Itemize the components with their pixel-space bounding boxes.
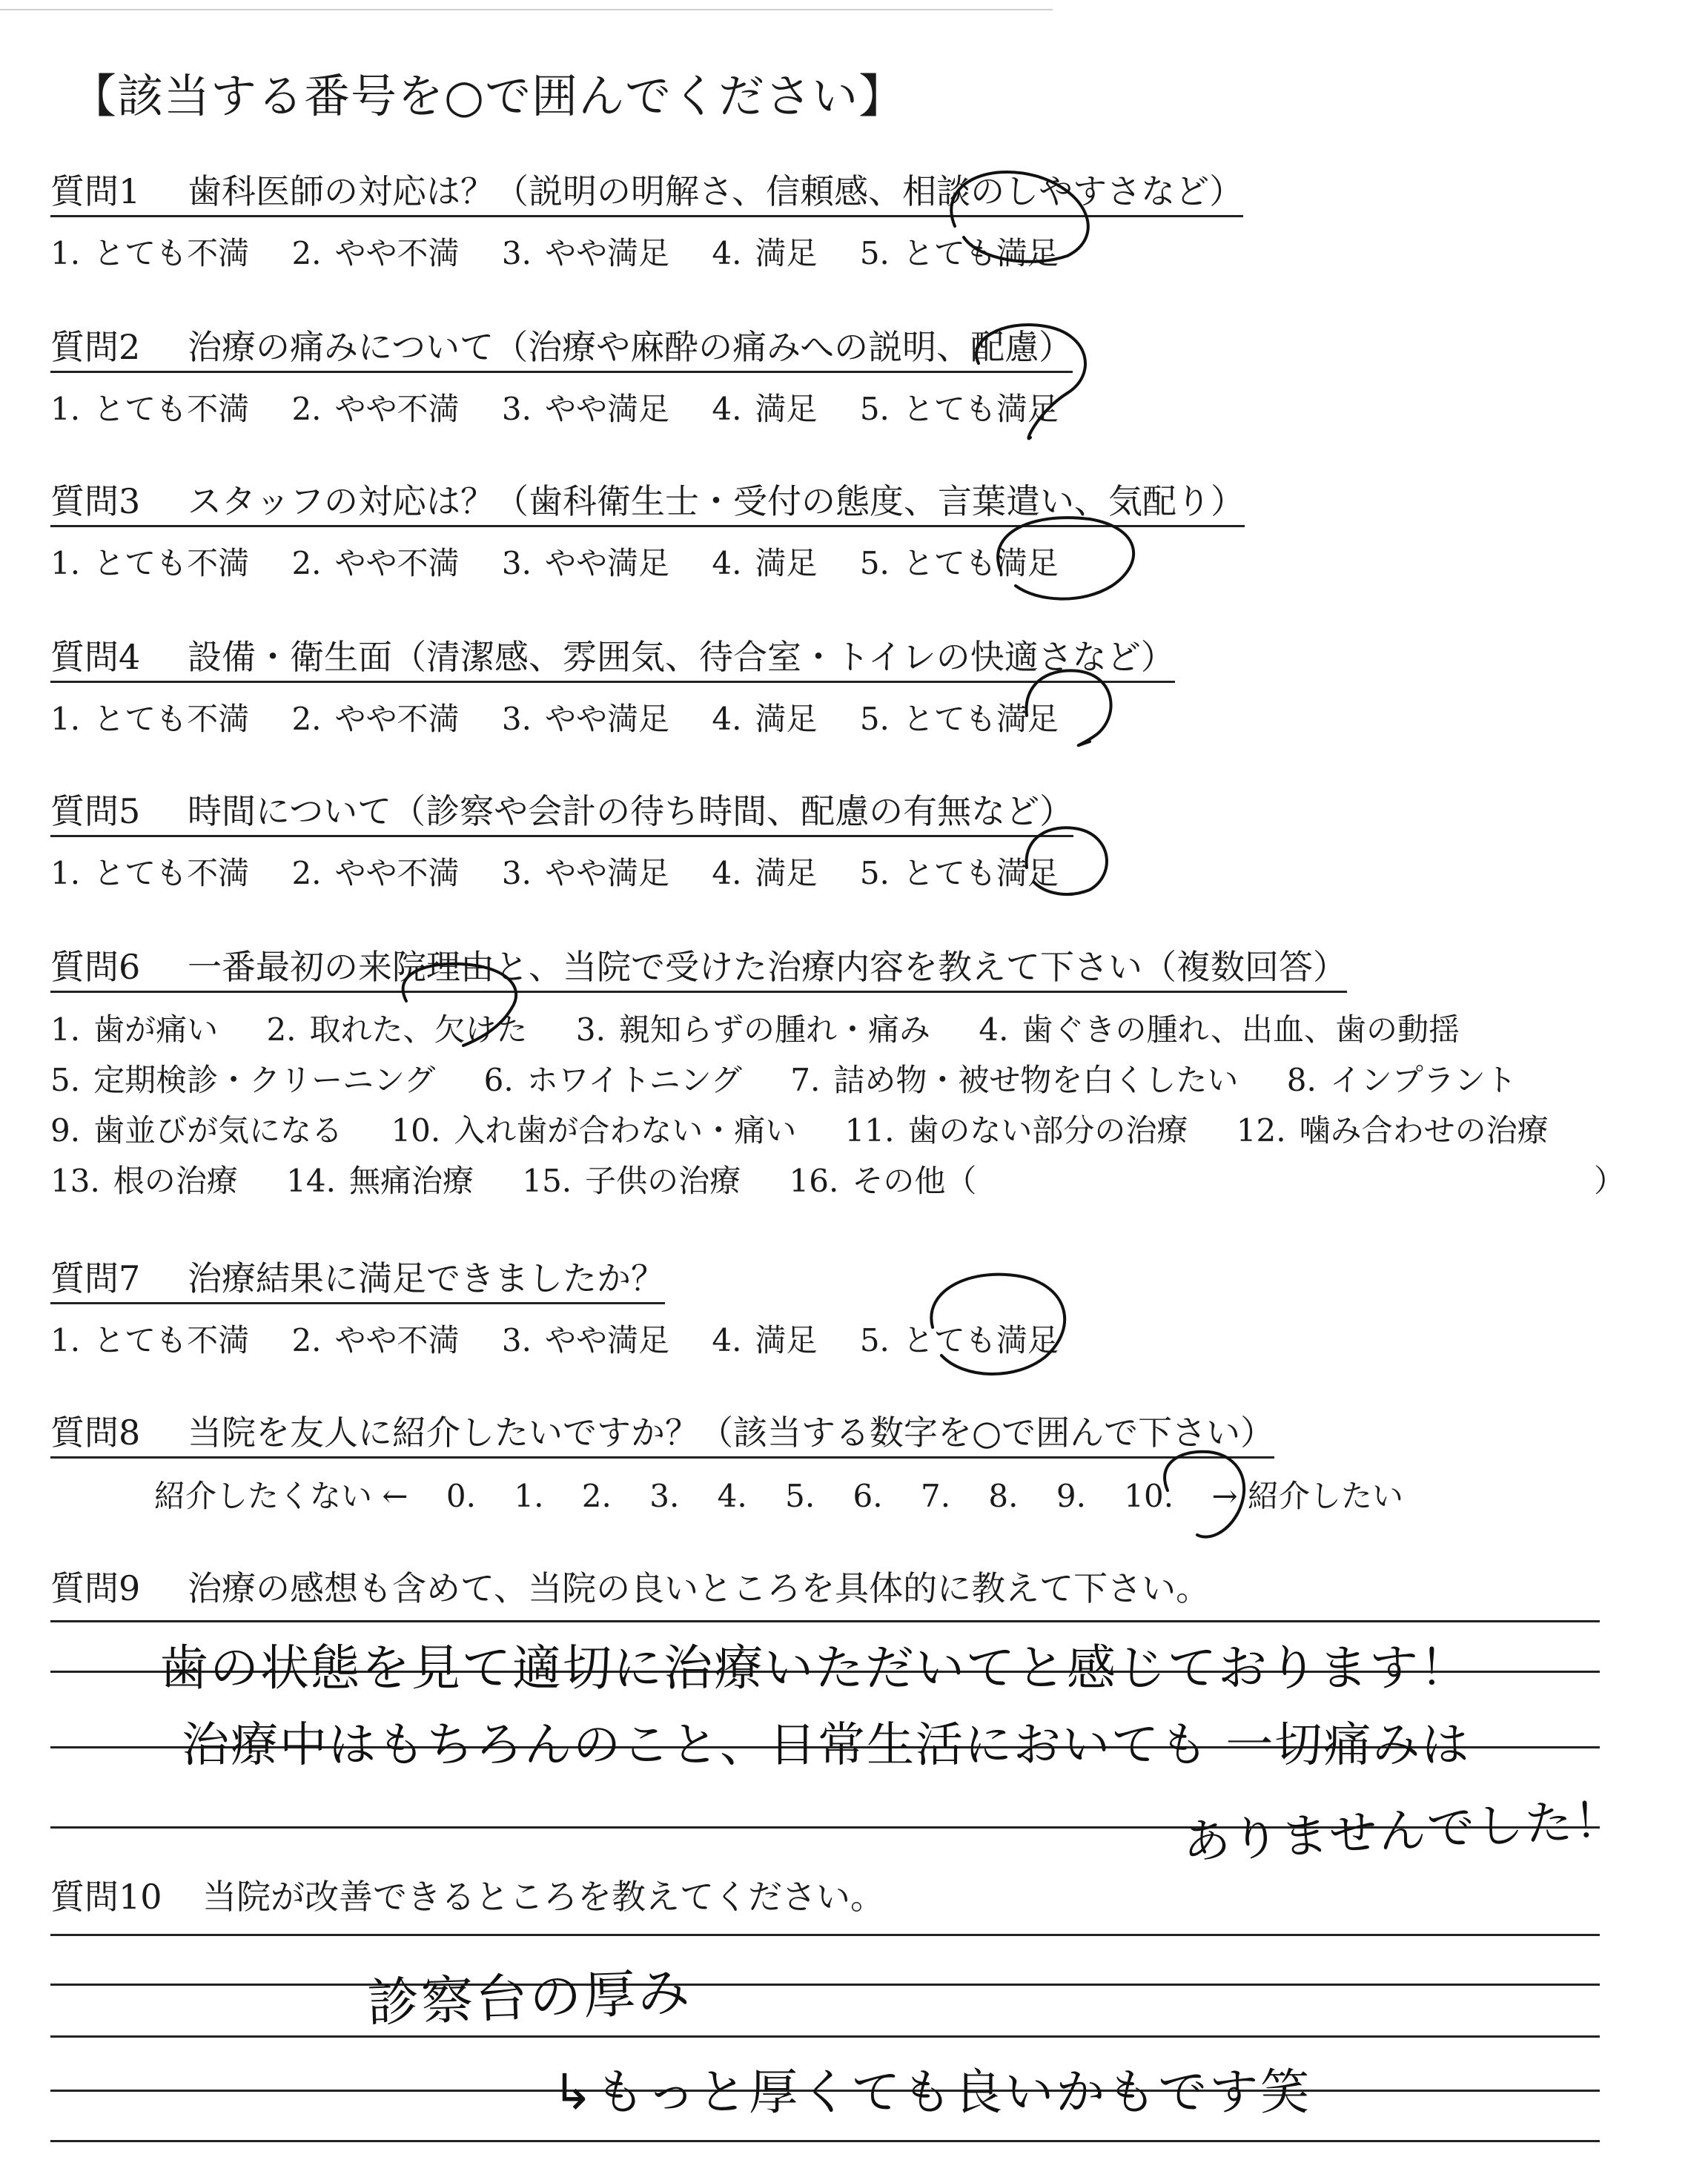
scale-6[interactable]: 6. bbox=[853, 1478, 883, 1514]
question-text: 治療の感想も含めて、当院の良いところを具体的に教えて下さい。 bbox=[188, 1568, 1211, 1608]
scale-left-label: 紹介したくない ← bbox=[154, 1478, 408, 1514]
question-text: 設備・衛生面（清潔感、雰囲気、待合室・トイレの快適さなど） bbox=[188, 637, 1175, 677]
reason-option-14[interactable]: 14. 無痛治療 bbox=[286, 1163, 474, 1199]
question-text: 当院が改善できるところを教えてください。 bbox=[202, 1877, 884, 1917]
answer-line bbox=[50, 1620, 1600, 1622]
option-4[interactable]: 4. 満足 bbox=[712, 235, 818, 271]
handwritten-answer-line: ありませんでした！ bbox=[1181, 1792, 1624, 1871]
page-title: 【該当する番号を○で囲んでください】 bbox=[70, 69, 906, 123]
handwritten-answer-line: 診察台の厚み bbox=[365, 1961, 693, 2034]
option-4[interactable]: 4. 満足 bbox=[712, 855, 818, 891]
question-number: 質問5 bbox=[50, 791, 141, 831]
scale-7[interactable]: 7. bbox=[920, 1478, 951, 1514]
question-text: 時間について（診察や会計の待ち時間、配慮の有無など） bbox=[188, 791, 1074, 831]
option-1[interactable]: 1. とても不満 bbox=[50, 391, 250, 427]
question-heading bbox=[50, 940, 1347, 993]
scale-2[interactable]: 2. bbox=[581, 1478, 612, 1514]
reason-option-5[interactable]: 5. 定期検診・クリーニング bbox=[50, 1062, 436, 1098]
scale-3[interactable]: 3. bbox=[649, 1478, 680, 1514]
option-3[interactable]: 3. やや満足 bbox=[501, 701, 669, 737]
recommend-scale bbox=[50, 1472, 1431, 1516]
question-8 bbox=[50, 1406, 1431, 1516]
option-1[interactable]: 1. とても不満 bbox=[50, 701, 250, 737]
rating-options bbox=[50, 539, 1245, 584]
option-5[interactable]: 5. とても満足 bbox=[859, 235, 1059, 271]
option-2[interactable]: 2. やや不満 bbox=[291, 235, 460, 271]
scale-5[interactable]: 5. bbox=[785, 1478, 815, 1514]
question-text: 一番最初の来院理由と、当院で受けた治療内容を教えて下さい（複数回答） bbox=[188, 947, 1347, 987]
question-text: 当院を友人に紹介したいですか？（該当する数字を○で囲んで下さい） bbox=[188, 1413, 1275, 1453]
question-number: 質問6 bbox=[50, 947, 141, 987]
rating-options bbox=[50, 385, 1091, 429]
question-2 bbox=[50, 320, 1091, 429]
scale-4[interactable]: 4. bbox=[717, 1478, 747, 1514]
question-heading bbox=[50, 1870, 884, 1920]
scale-0[interactable]: 0. bbox=[446, 1478, 476, 1514]
question-number: 質問1 bbox=[50, 171, 141, 211]
option-2[interactable]: 2. やや不満 bbox=[291, 1322, 460, 1358]
option-3[interactable]: 3. やや満足 bbox=[501, 235, 669, 271]
reason-row bbox=[50, 1156, 1626, 1206]
rating-options bbox=[50, 695, 1175, 739]
question-3 bbox=[50, 475, 1245, 584]
reason-option-6[interactable]: 6. ホワイトニング bbox=[483, 1062, 742, 1098]
reason-option-3[interactable]: 3. 親知らずの腫れ・痛み bbox=[575, 1011, 930, 1048]
scale-1[interactable]: 1. bbox=[514, 1478, 544, 1514]
question-10 bbox=[50, 1870, 884, 1920]
option-3[interactable]: 3. やや満足 bbox=[501, 1322, 669, 1358]
rating-options bbox=[50, 1316, 1091, 1361]
reason-option-2[interactable]: 2. 取れた、欠けた bbox=[266, 1011, 528, 1048]
scale-right-label: → 紹介したい bbox=[1211, 1478, 1403, 1514]
option-5[interactable]: 5. とても満足 bbox=[859, 1322, 1059, 1358]
question-number: 質問9 bbox=[50, 1568, 141, 1608]
answer-line bbox=[50, 1934, 1600, 1936]
option-1[interactable]: 1. とても不満 bbox=[50, 1322, 250, 1358]
question-heading bbox=[50, 1562, 1210, 1612]
reason-option-13[interactable]: 13. 根の治療 bbox=[50, 1163, 238, 1199]
option-5[interactable]: 5. とても満足 bbox=[859, 391, 1059, 427]
question-number: 質問4 bbox=[50, 637, 141, 677]
page-top-edge bbox=[0, 9, 1053, 10]
answer-line bbox=[50, 1984, 1600, 1986]
question-number: 質問7 bbox=[50, 1258, 141, 1298]
option-5[interactable]: 5. とても満足 bbox=[859, 545, 1059, 581]
reason-option-10[interactable]: 10. 入れ歯が合わない・痛い bbox=[391, 1112, 797, 1149]
question-text: 治療結果に満足できましたか？ bbox=[188, 1258, 665, 1298]
option-3[interactable]: 3. やや満足 bbox=[501, 545, 669, 581]
question-number: 質問10 bbox=[50, 1877, 162, 1917]
reason-row bbox=[50, 1005, 1587, 1055]
reason-option-8[interactable]: 8. インプラント bbox=[1286, 1062, 1517, 1098]
option-4[interactable]: 4. 満足 bbox=[712, 391, 818, 427]
option-2[interactable]: 2. やや不満 bbox=[291, 545, 460, 581]
question-number: 質問8 bbox=[50, 1413, 141, 1453]
question-heading bbox=[50, 1252, 665, 1304]
question-number: 質問2 bbox=[50, 327, 141, 367]
question-7 bbox=[50, 1252, 1091, 1361]
reason-option-7[interactable]: 7. 詰め物・被せ物を白くしたい bbox=[790, 1062, 1239, 1098]
option-3[interactable]: 3. やや満足 bbox=[501, 391, 669, 427]
question-9 bbox=[50, 1562, 1210, 1612]
option-4[interactable]: 4. 満足 bbox=[712, 545, 818, 581]
answer-line bbox=[50, 2140, 1600, 2142]
reason-row bbox=[50, 1106, 1587, 1156]
option-1[interactable]: 1. とても不満 bbox=[50, 545, 250, 581]
question-number: 質問3 bbox=[50, 481, 141, 521]
reason-option-9[interactable]: 9. 歯並びが気になる bbox=[50, 1112, 343, 1149]
question-heading bbox=[50, 630, 1175, 683]
answer-line bbox=[50, 2035, 1600, 2038]
option-4[interactable]: 4. 満足 bbox=[712, 701, 818, 737]
reason-row bbox=[50, 1055, 1587, 1106]
reason-options bbox=[50, 1005, 1626, 1206]
reason-option-1[interactable]: 1. 歯が痛い bbox=[50, 1011, 219, 1048]
question-text: スタッフの対応は？（歯科衛生士・受付の態度、言葉遣い、気配り） bbox=[188, 481, 1245, 521]
scale-10[interactable]: 10. bbox=[1124, 1478, 1174, 1514]
other-close-paren: ） bbox=[1594, 1163, 1626, 1199]
handwritten-answer-line: ↳もっと厚くても良いかもです笑 bbox=[552, 2064, 1312, 2121]
option-3[interactable]: 3. やや満足 bbox=[501, 855, 669, 891]
question-heading bbox=[50, 1406, 1274, 1459]
reason-option-11[interactable]: 11. 歯のない部分の治療 bbox=[844, 1112, 1188, 1149]
question-heading bbox=[50, 320, 1073, 373]
option-2[interactable]: 2. やや不満 bbox=[291, 391, 460, 427]
rating-options bbox=[50, 849, 1091, 894]
scale-8[interactable]: 8. bbox=[988, 1478, 1019, 1514]
option-2[interactable]: 2. やや不満 bbox=[291, 701, 460, 737]
question-text: 歯科医師の対応は？（説明の明解さ、信頼感、相談のしやすさなど） bbox=[188, 171, 1244, 211]
option-5[interactable]: 5. とても満足 bbox=[859, 701, 1059, 737]
option-1[interactable]: 1. とても不満 bbox=[50, 855, 250, 891]
question-4 bbox=[50, 630, 1175, 739]
reason-option-4[interactable]: 4. 歯ぐきの腫れ、出血、歯の動揺 bbox=[979, 1011, 1460, 1048]
option-5[interactable]: 5. とても満足 bbox=[859, 855, 1059, 891]
reason-option-15[interactable]: 15. 子供の治療 bbox=[522, 1163, 741, 1199]
option-1[interactable]: 1. とても不満 bbox=[50, 235, 250, 271]
handwritten-answer-line: 歯の状態を見て適切に治療いただいてと感じております！ bbox=[159, 1639, 1470, 1697]
scale-9[interactable]: 9. bbox=[1056, 1478, 1086, 1514]
question-6 bbox=[50, 940, 1626, 1206]
question-heading bbox=[50, 785, 1073, 837]
question-5 bbox=[50, 785, 1091, 894]
question-heading bbox=[50, 165, 1243, 217]
option-2[interactable]: 2. やや不満 bbox=[291, 855, 460, 891]
question-text: 治療の痛みについて（治療や麻酔の痛みへの説明、配慮） bbox=[188, 327, 1073, 367]
reason-option-16[interactable]: 16. その他（ bbox=[789, 1163, 977, 1199]
reason-option-12[interactable]: 12. 噛み合わせの治療 bbox=[1236, 1112, 1549, 1149]
rating-options bbox=[50, 229, 1243, 274]
option-4[interactable]: 4. 満足 bbox=[712, 1322, 818, 1358]
handwritten-answer-line: 治療中はもちろんのこと、日常生活においても 一切痛みは bbox=[182, 1718, 1471, 1773]
question-1 bbox=[50, 165, 1243, 274]
question-heading bbox=[50, 475, 1245, 527]
